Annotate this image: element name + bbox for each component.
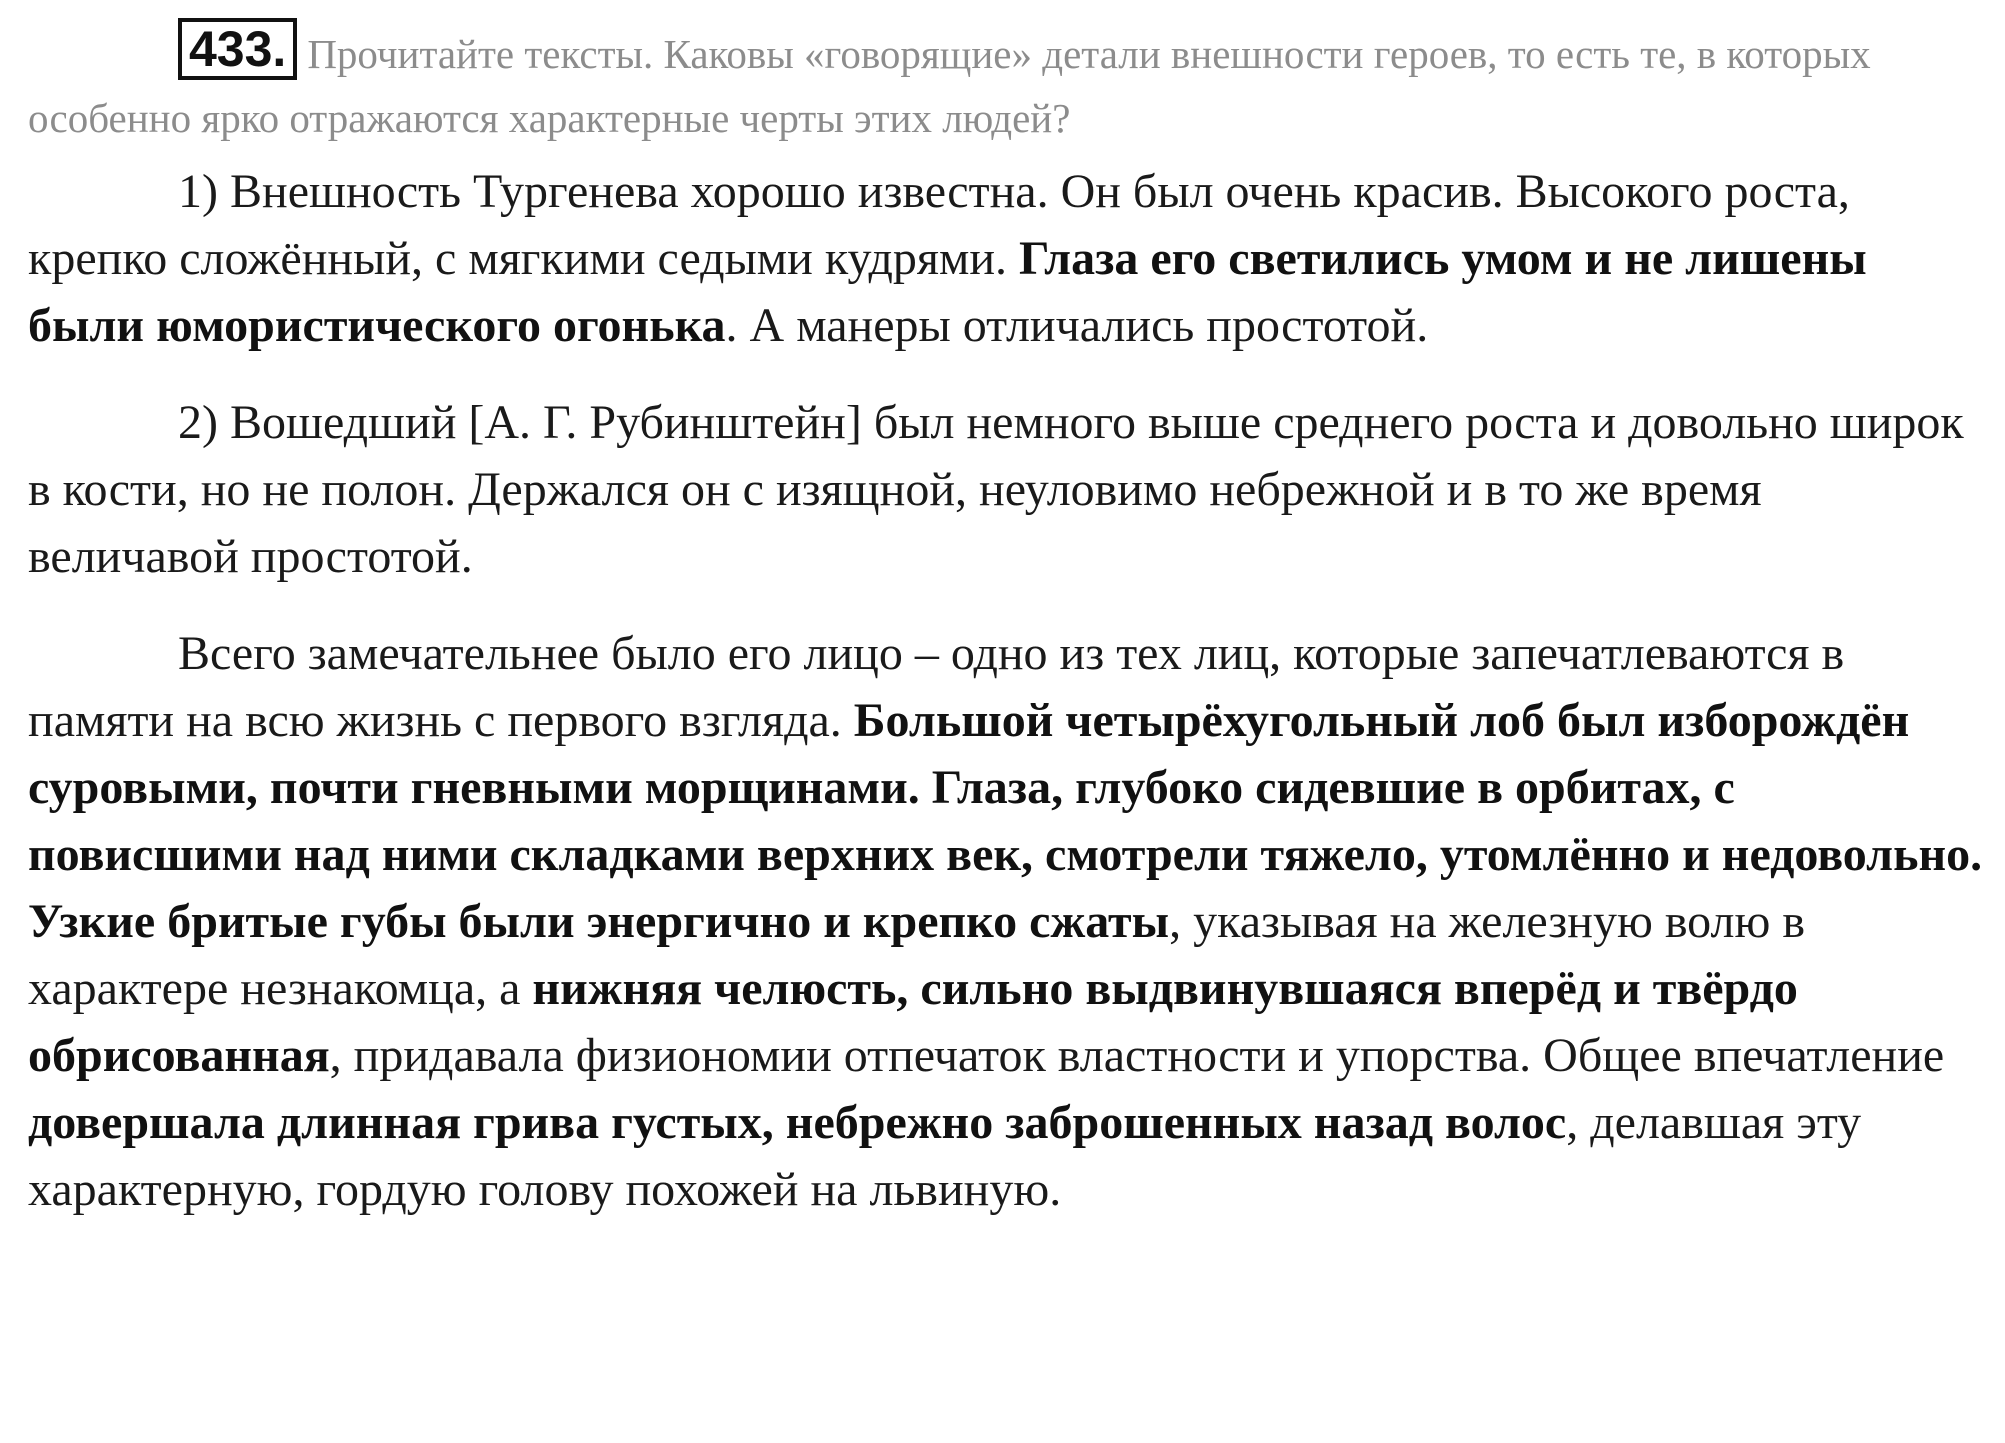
text-2-intro: 2) Вошедший [А. Г. Рубинштейн] был немного выше среднего роста и довольно широк в кости, но не полон. Держался он с изящной, неуловимо небрежной и в то же время величавой простотой.	[28, 396, 1964, 583]
exercise-prompt: Прочитайте тексты. Каковы «говорящие» детали внешности героев, то есть те, в которых особенно ярко отражаются характерные черты этих людей?	[28, 31, 1871, 141]
text-2-part-3: , придавала физиономии отпечаток властности и упорства. Общее впечатление	[329, 1029, 1945, 1082]
text-2-part-4: , делавшая эту характерную, гордую голову похожей на львиную.	[28, 1096, 1862, 1216]
text-1-part-2: . А манеры отличались простотой.	[725, 299, 1429, 352]
text-1-paragraph	[28, 158, 1983, 359]
text-1-part-1: 1) Внешность Тургенева хорошо известна. Он был очень красив. Высокого роста, крепко сложённый, с мягкими седыми кудрями.	[28, 165, 1850, 285]
exercise-task	[28, 18, 1983, 150]
text-2-paragraph-2	[28, 620, 1983, 1223]
exercise-number: 433.	[178, 18, 297, 80]
text-1-bold-1: Глаза его светились умом и не лишены были юмористического огонька	[28, 232, 1867, 352]
text-2-paragraph-1	[28, 389, 1983, 590]
text-2-bold-1: Большой четырёхугольный лоб был изборождён суровыми, почти гневными морщинами. Глаза, глубоко сидевшие в орбитах, с повисшими над ними складками верхних век, смотрели тяжело, утомлённо и недовольно. Узкие бритые губы были энергично и крепко сжаты	[28, 694, 1983, 948]
text-2-bold-3: довершала длинная грива густых, небрежно заброшенных назад волос	[28, 1096, 1567, 1149]
text-2-part-2: , указывая на железную волю в характере незнакомца, а	[28, 895, 1805, 1015]
textbook-page	[28, 18, 1983, 1253]
text-2-bold-2: нижняя челюсть, сильно выдвинувшаяся вперёд и твёрдо обрисованная	[28, 962, 1798, 1082]
text-2-part-1: Всего замечательнее было его лицо – одно из тех лиц, которые запечатлеваются в памяти на всю жизнь с первого взгляда.	[28, 627, 1845, 747]
